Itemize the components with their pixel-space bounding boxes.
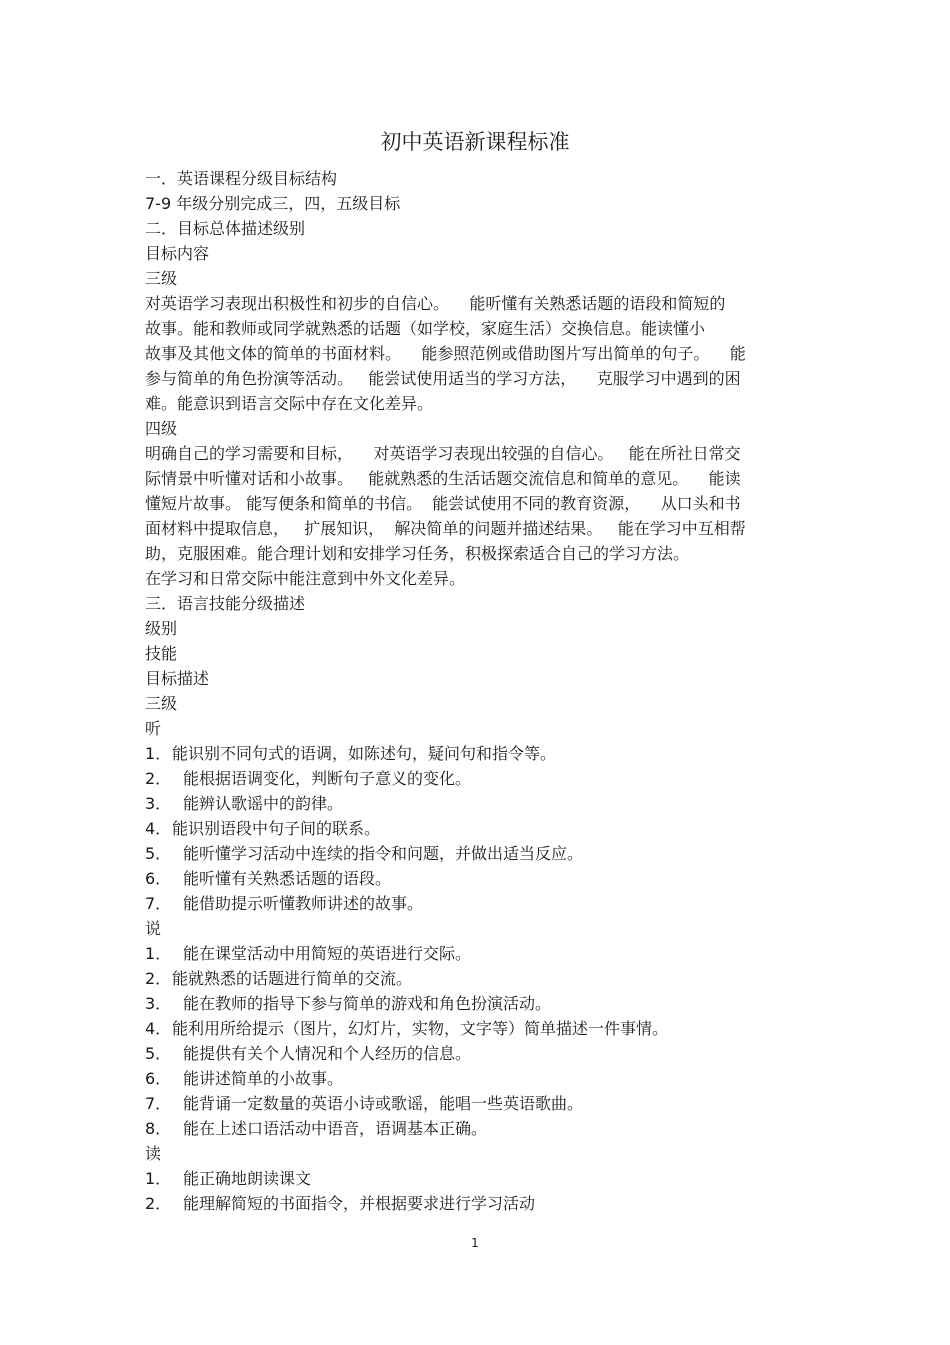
item-number: 1． (145, 744, 172, 763)
reading-list (145, 1166, 813, 1216)
paragraph-line: 对英语学习表现出积极性和初步的自信心。 能听懂有关熟悉话题的语段和简短的 (145, 294, 726, 313)
item-text: 能在教师的指导下参与简单的游戏和角色扮演活动。 (183, 994, 552, 1013)
paragraph-line: 参与简单的角色扮演等活动。 能尝试使用适当的学习方法， 克服学习中遇到的困 (145, 369, 741, 388)
paragraph-line: 故事。能和教师或同学就熟悉的话题（如学校，家庭生活）交换信息。能读懂小 (145, 319, 706, 338)
item-text: 能识别不同句式的语调，如陈述句，疑问句和指令等。 (172, 744, 557, 763)
item-number: 1． (145, 1169, 172, 1188)
item-number: 6． (145, 869, 172, 888)
item-number: 6． (145, 1069, 172, 1088)
section-heading-3: 三．语言技能分级描述 (145, 594, 306, 613)
page-number: 1 (471, 1236, 479, 1250)
reading-item (145, 1191, 813, 1216)
item-number: 2． (145, 969, 172, 988)
item-text: 能听懂学习活动中连续的指令和问题，并做出适当反应。 (183, 844, 584, 863)
speaking-item (145, 1091, 813, 1116)
item-text: 能理解简短的书面指令，并根据要求进行学习活动 (183, 1194, 536, 1213)
item-number: 5． (145, 844, 172, 863)
item-number: 1． (145, 944, 172, 963)
section-heading-1: 一．英语课程分级目标结构 (145, 169, 338, 188)
speaking-item (145, 1016, 813, 1041)
listening-list (145, 741, 813, 916)
section-heading-2: 二．目标总体描述级别 (145, 219, 306, 238)
item-number: 2． (145, 1194, 172, 1213)
item-number: 2． (145, 769, 172, 788)
item-number: 3． (145, 994, 172, 1013)
item-text: 能提供有关个人情况和个人经历的信息。 (183, 1044, 472, 1063)
paragraph-line: 助，克服困难。能合理计划和安排学习任务，积极探索适合自己的学习方法。 (145, 544, 690, 563)
item-text: 能在课堂活动中用简短的英语进行交际。 (183, 944, 472, 963)
item-number: 7． (145, 894, 172, 913)
paragraph-line: 故事及其他文体的简单的书面材料。 能参照范例或借助图片写出简单的句子。 能 (145, 344, 746, 363)
item-text: 能借助提示听懂教师讲述的故事。 (183, 894, 424, 913)
listening-item (145, 741, 813, 766)
paragraph-line: 际情景中听懂对话和小故事。 能就熟悉的生活话题交流信息和简单的意见。 能读 (145, 469, 741, 488)
item-text: 能识别语段中句子间的联系。 (172, 819, 381, 838)
reading-item (145, 1166, 813, 1191)
table-header-goal: 目标描述 (145, 669, 210, 688)
paragraph-line: 在学习和日常交际中能注意到中外文化差异。 (145, 569, 466, 588)
listening-item (145, 766, 813, 791)
grades-line: 7-9 年级分别完成三，四，五级目标 (145, 194, 401, 213)
paragraph-line: 面材料中提取信息， 扩展知识， 解决简单的问题并描述结果。 能在学习中互相帮 (145, 519, 746, 538)
item-text: 能听懂有关熟悉话题的语段。 (183, 869, 392, 888)
paragraph-line: 懂短片故事。 能写便条和简单的书信。 能尝试使用不同的教育资源， 从口头和书 (145, 494, 741, 513)
item-text: 能背诵一定数量的英语小诗或歌谣，能唱一些英语歌曲。 (183, 1094, 584, 1113)
table-header-skill: 技能 (145, 644, 178, 663)
level4-paragraph (145, 441, 813, 591)
item-number: 5． (145, 1044, 172, 1063)
level3-label: 三级 (145, 269, 178, 288)
listening-item (145, 866, 813, 891)
level3-paragraph (145, 291, 813, 416)
item-text: 能根据语调变化，判断句子意义的变化。 (183, 769, 472, 788)
paragraph-line: 明确自己的学习需要和目标， 对英语学习表现出较强的自信心。 能在所社日常交 (145, 444, 741, 463)
speaking-item (145, 1116, 813, 1141)
item-number: 7． (145, 1094, 172, 1113)
item-text: 能正确地朗读课文 (183, 1169, 312, 1188)
listening-item (145, 791, 813, 816)
item-text: 能辨认歌谣中的韵律。 (183, 794, 344, 813)
speaking-label: 说 (145, 919, 162, 938)
listening-item (145, 816, 813, 841)
reading-label: 读 (145, 1144, 162, 1163)
speaking-list (145, 941, 813, 1141)
item-number: 4． (145, 1019, 172, 1038)
speaking-item (145, 966, 813, 991)
speaking-item (145, 941, 813, 966)
item-number: 8． (145, 1119, 172, 1138)
listening-item (145, 841, 813, 866)
speaking-item (145, 1041, 813, 1066)
table-header-level: 级别 (145, 619, 178, 638)
item-text: 能在上述口语活动中语音，语调基本正确。 (183, 1119, 488, 1138)
item-text: 能讲述简单的小故事。 (183, 1069, 344, 1088)
item-text: 能利用所给提示（图片，幻灯片，实物，文字等）简单描述一件事情。 (172, 1019, 669, 1038)
item-number: 4． (145, 819, 172, 838)
document-title: 初中英语新课程标准 (380, 130, 570, 154)
item-number: 3． (145, 794, 172, 813)
paragraph-line: 难。能意识到语言交际中存在文化差异。 (145, 394, 434, 413)
listening-label: 听 (145, 719, 162, 738)
goal-content-label: 目标内容 (145, 244, 210, 263)
level3-skills-label: 三级 (145, 694, 178, 713)
document-body (145, 166, 813, 1216)
level4-label: 四级 (145, 419, 178, 438)
speaking-item (145, 991, 813, 1016)
item-text: 能就熟悉的话题进行简单的交流。 (172, 969, 413, 988)
speaking-item (145, 1066, 813, 1091)
listening-item (145, 891, 813, 916)
